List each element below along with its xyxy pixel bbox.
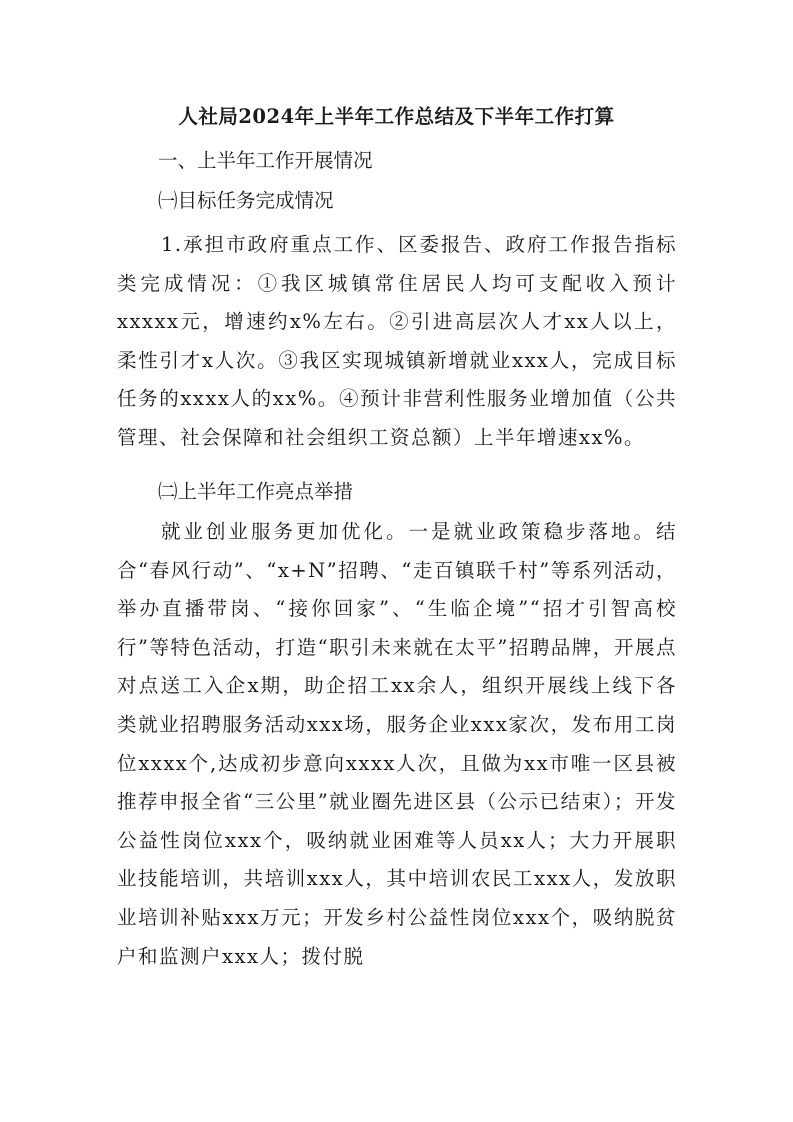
document-title: 人社局2024年上半年工作总结及下半年工作打算: [178, 105, 615, 128]
section-heading: 一、上半年工作开展情况: [158, 149, 373, 172]
subsection-heading: ㈡上半年工作亮点举措: [158, 480, 354, 503]
paragraph: 1.承担市政府重点工作、区委报告、政府工作报告指标类完成情况：①我区城镇常住居民人均可支配收入预计xxxxx元，增速约x%左右。②引进高层次人才xx人以上，柔性引才x人次。③我区实现城镇新增就业xxx人，完成目标任务的xxxx人的xx%。④预计非营利性服务业增加值（公共管理、社会保障和社会组织工资总额）上半年增速xx%。: [117, 233, 677, 449]
paragraph: 就业创业服务更加优化。一是就业政策稳步落地。结合“春风行动”、“x+N”招聘、“走百镇联千村”等系列活动，举办直播带岗、“接你回家”、“生临企境”“招才引智高校行”等特色活动，打造“职引未来就在太平”招聘品牌，开展点对点送工入企x期，助企招工xx余人，组织开展线上线下各类就业招聘服务活动xxx场，服务企业xxx家次，发布用工岗位xxxx个,达成初步意向xxxx人次，且做为xx市唯一区县被推荐申报全省“三公里”就业圈先进区县（公示已结束）；开发公益性岗位xxx个，吸纳就业困难等人员xx人；大力开展职业技能培训，共培训xxx人，其中培训农民工xxx人，发放职业培训补贴xxx万元；开发乡村公益性岗位xxx个，吸纳脱贫户和监测户xxx人；拨付脱: [117, 520, 677, 968]
subsection-heading: ㈠目标任务完成情况: [158, 189, 334, 212]
